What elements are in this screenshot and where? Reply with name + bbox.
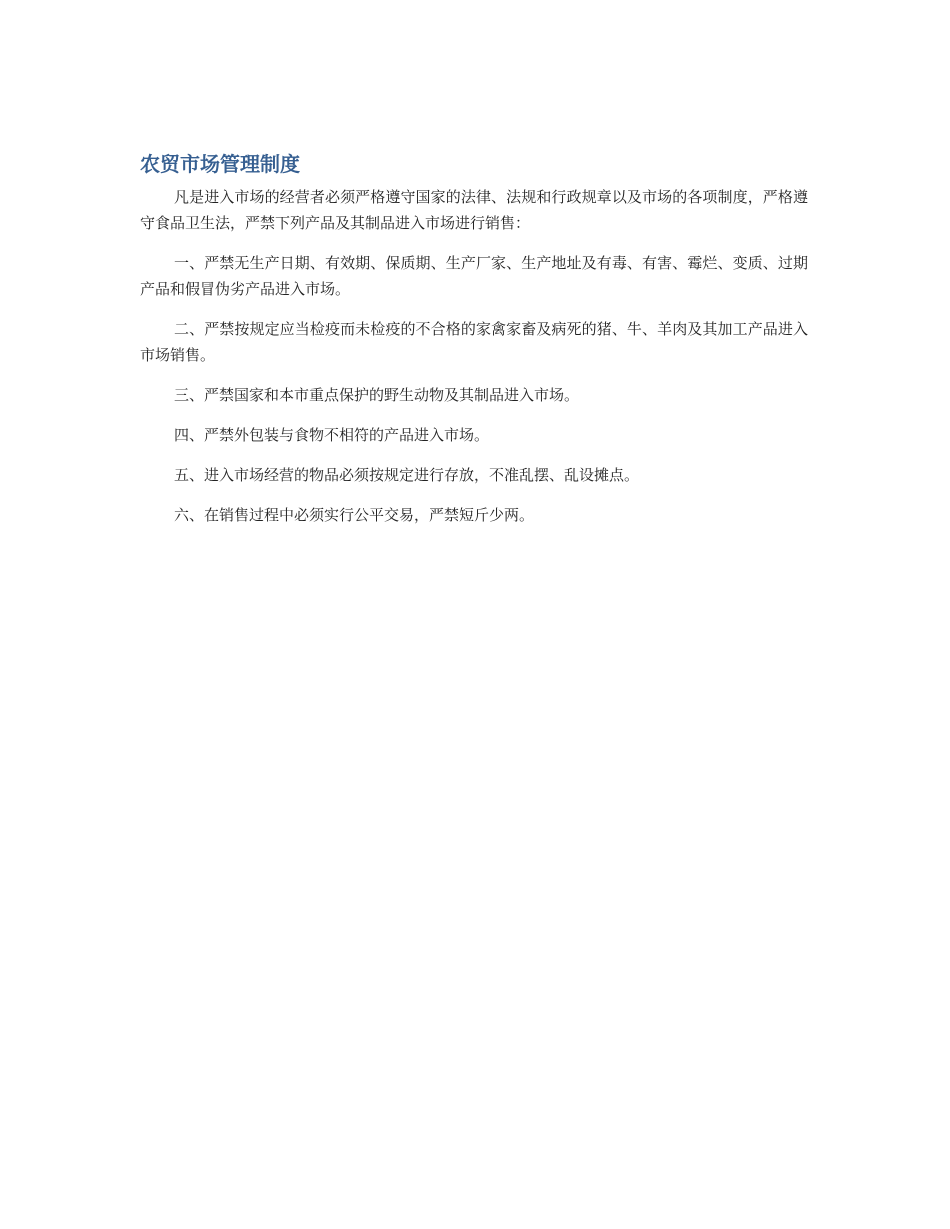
rule-paragraph-6: 六、在销售过程中必须实行公平交易，严禁短斤少两。 [174, 506, 535, 524]
rule-paragraph-3: 三、严禁国家和本市重点保护的野生动物及其制品进入市场。 [174, 386, 580, 404]
document-body [140, 150, 808, 542]
rule-paragraph-2: 二、严禁按规定应当检疫而未检疫的不合格的家禽家畜及病死的猪、牛、羊肉及其加工产品进入市场销售。 [140, 320, 808, 364]
rule-paragraph-1: 一、严禁无生产日期、有效期、保质期、生产厂家、生产地址及有毒、有害、霉烂、变质、过期产品和假冒伪劣产品进入市场。 [140, 254, 808, 298]
intro-paragraph: 凡是进入市场的经营者必须严格遵守国家的法律、法规和行政规章以及市场的各项制度，严格遵守食品卫生法，严禁下列产品及其制品进入市场进行销售： [140, 188, 808, 232]
document-title: 农贸市场管理制度 [140, 152, 300, 176]
rule-paragraph-5: 五、进入市场经营的物品必须按规定进行存放，不准乱摆、乱设摊点。 [174, 466, 640, 484]
rule-paragraph-4: 四、严禁外包装与食物不相符的产品进入市场。 [174, 426, 490, 444]
